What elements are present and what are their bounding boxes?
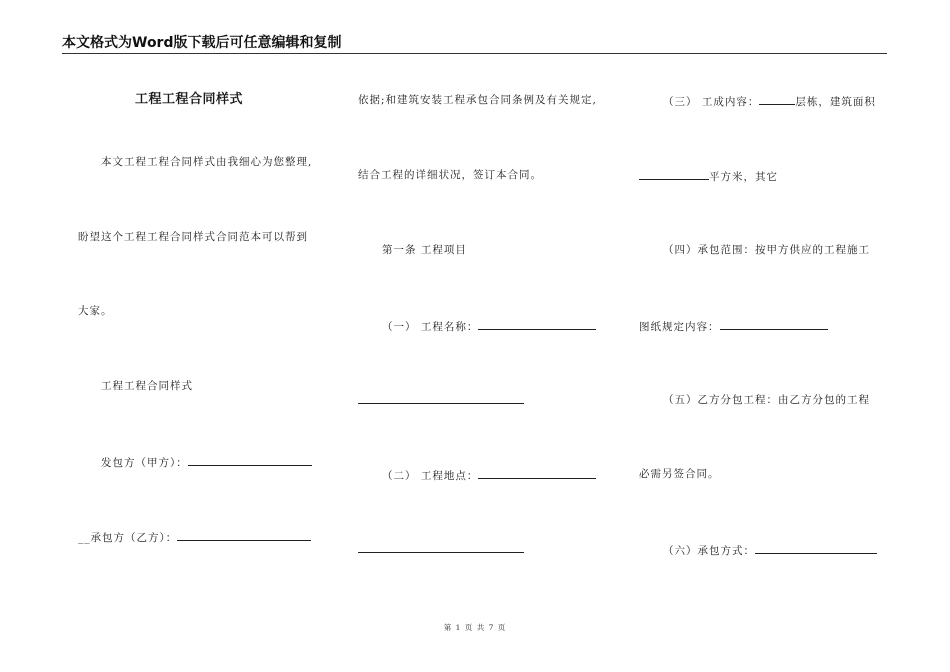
area-unit: 平方米，其它: [709, 171, 778, 183]
intro-line-1: 本文工程工程合同样式由我细心为您整理,: [101, 156, 313, 168]
project-location-label: [382, 467, 596, 483]
party-b-text: __承包方（乙方）：: [78, 532, 178, 544]
project-name-blank[interactable]: [478, 318, 596, 330]
project-name-blank-2[interactable]: [358, 403, 524, 404]
party-a-blank[interactable]: [188, 454, 312, 466]
intro-line-2: 盼望这个工程工程合同样式合同范本可以帮到: [78, 231, 308, 243]
party-a-label: [101, 454, 312, 470]
scope-line-2: [639, 318, 828, 334]
col2-line-1: 依据;和建筑安装工程承包合同条例及有关规定,: [358, 94, 597, 106]
party-b-label: [78, 529, 311, 545]
work-content-text: （三） 工成内容：: [663, 96, 760, 108]
project-location-blank[interactable]: [478, 467, 596, 479]
document-title: 工程工程合同样式: [135, 92, 244, 107]
subcontract-line-1: （五）乙方分包工程：由乙方分包的工程: [663, 394, 870, 406]
project-location-text: （二） 工程地点：: [382, 470, 479, 482]
project-name-label: [382, 318, 596, 334]
party-a-text: 发包方（甲方）：: [101, 457, 188, 469]
article-1-heading: 第一条 工程项目: [382, 244, 467, 256]
scope-blank[interactable]: [720, 318, 828, 330]
project-name-text: （一） 工程名称：: [382, 321, 479, 333]
contract-method-blank[interactable]: [755, 542, 877, 554]
header-rule: [62, 53, 887, 54]
subcontract-line-2: 必需另签合同。: [639, 468, 720, 480]
intro-line-3: 大家。: [78, 305, 113, 317]
area-line: [639, 168, 778, 184]
work-content-label: [663, 93, 876, 109]
scope-text-b: 图纸规定内容：: [639, 321, 720, 333]
floors-blank[interactable]: [759, 93, 795, 105]
area-blank[interactable]: [639, 168, 709, 180]
party-b-blank[interactable]: [177, 529, 311, 541]
scope-line-1: （四）承包范围：按甲方供应的工程施工: [663, 244, 870, 256]
project-location-blank-2[interactable]: [358, 552, 524, 553]
document-banner: 本文格式为Word版下载后可任意编辑和复制: [62, 35, 342, 51]
contract-method-label: [663, 542, 877, 558]
work-content-text-b: 层栋，建筑面积: [795, 96, 876, 108]
page-number: 第 1 页 共 7 页: [443, 623, 507, 632]
sub-title: 工程工程合同样式: [101, 380, 193, 392]
contract-method-text: （六）承包方式：: [663, 545, 755, 557]
col2-line-2: 结合工程的详细状况，签订本合同。: [358, 169, 542, 181]
